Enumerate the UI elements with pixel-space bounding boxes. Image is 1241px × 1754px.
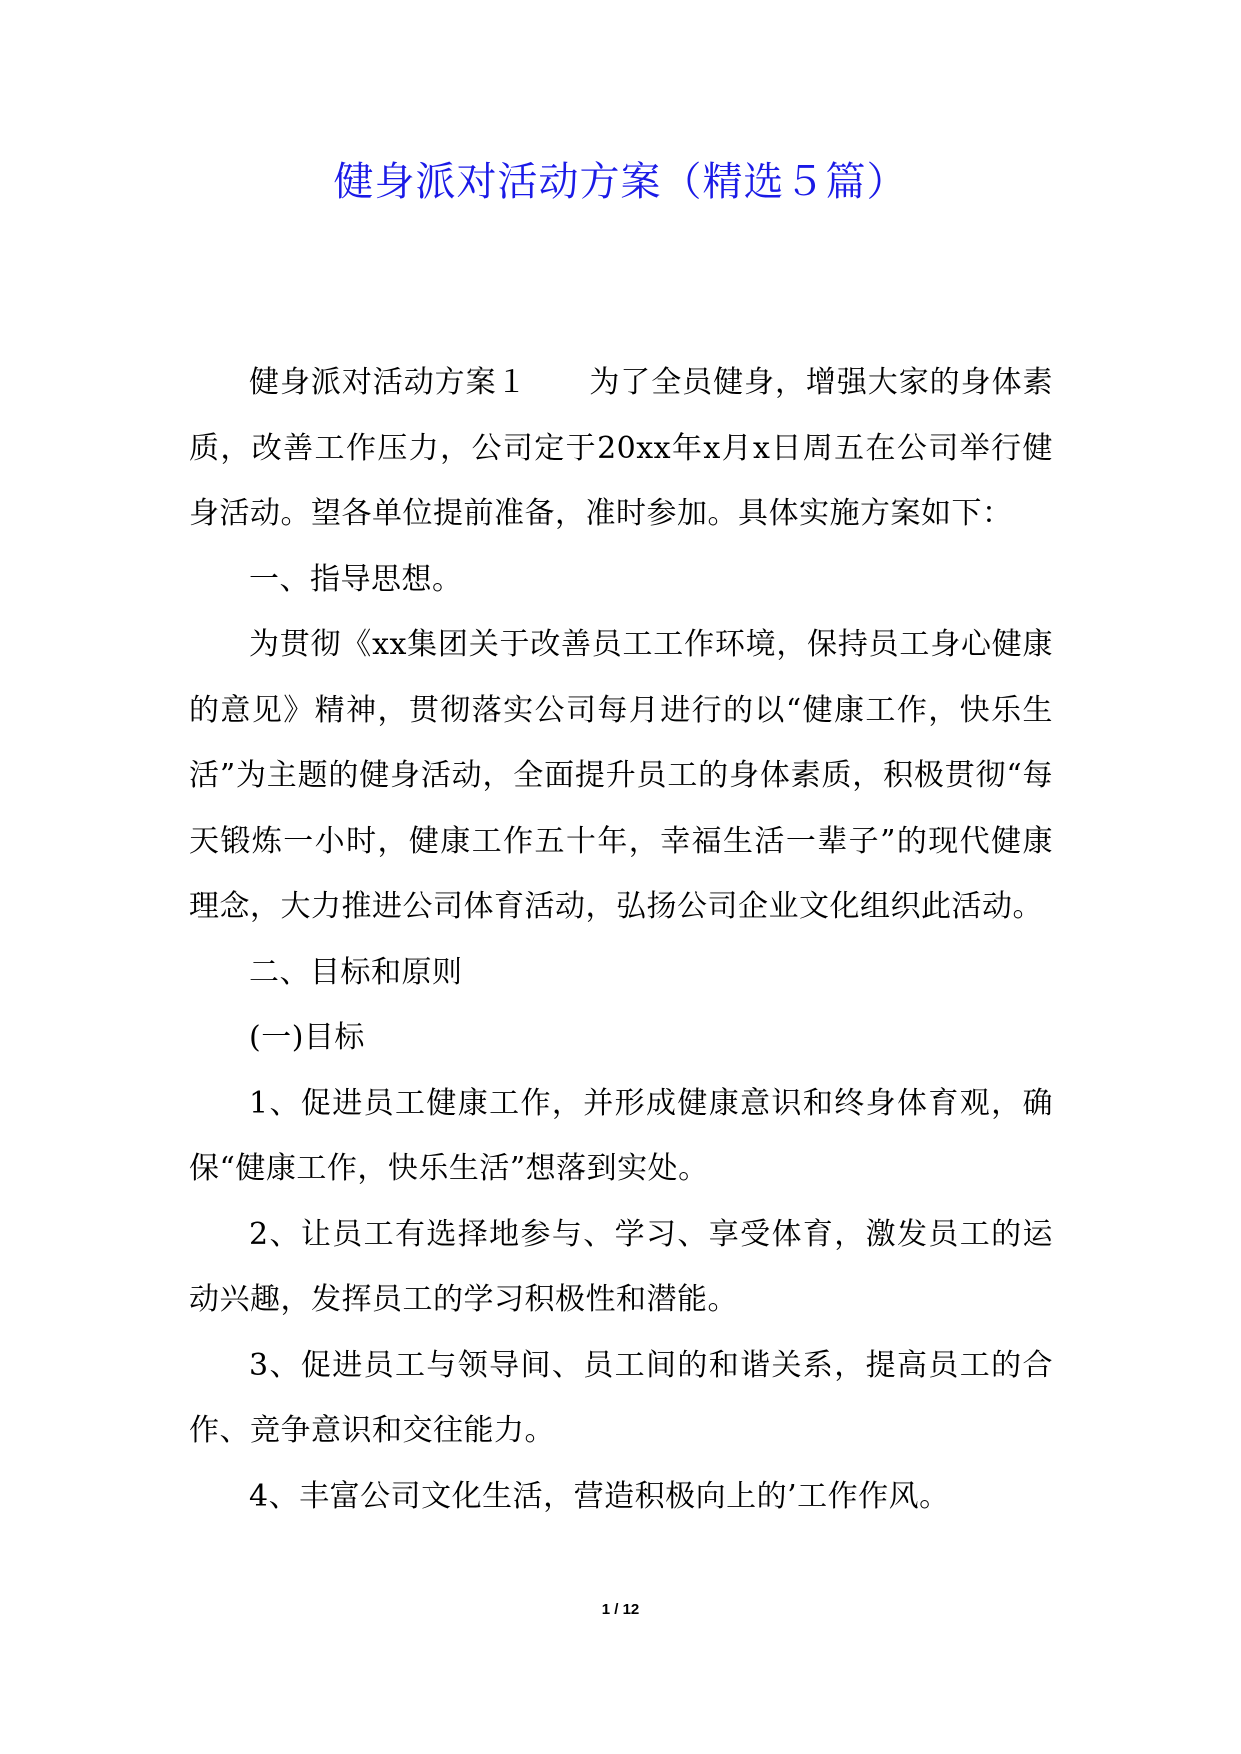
subsection-heading: (一)目标	[249, 1020, 365, 1055]
document-body	[189, 350, 1053, 1529]
paragraph: 健身派对活动方案１ 为了全员健身，增强大家的身体素质，改善工作压力，公司定于20xx年x月x日周五在公司举行健身活动。望各单位提前准备，准时参加。具体实施方案如下：	[189, 365, 1053, 531]
list-item: 3、促进员工与领导间、员工间的和谐关系，提高员工的合作、竞争意识和交往能力。	[189, 1347, 1053, 1448]
list-item: 2、让员工有选择地参与、学习、享受体育，激发员工的运动兴趣，发挥员工的学习积极性和潜能。	[189, 1216, 1053, 1317]
list-item: 4、丰富公司文化生活，营造积极向上的’工作作风。	[249, 1478, 950, 1514]
page-title: 健身派对活动方案（精选５篇）	[333, 159, 908, 205]
list-item: 1、促进员工健康工作，并形成健康意识和终身体育观，确保“健康工作，快乐生活”想落到实处。	[189, 1085, 1053, 1186]
section-heading: 一、指导思想。	[249, 561, 463, 597]
paragraph: 为贯彻《xx集团关于改善员工工作环境，保持员工身心健康的意见》精神，贯彻落实公司每月进行的以“健康工作，快乐生活”为主题的健身活动，全面提升员工的身体素质，积极贯彻“每天锻炼一小时，健康工作五十年，幸福生活一辈子”的现代健康理念，大力推进公司体育活动，弘扬公司企业文化组织此活动。	[189, 627, 1053, 924]
section-heading: 二、目标和原则	[249, 954, 463, 990]
page-number: 1 / 12	[601, 1601, 640, 1618]
